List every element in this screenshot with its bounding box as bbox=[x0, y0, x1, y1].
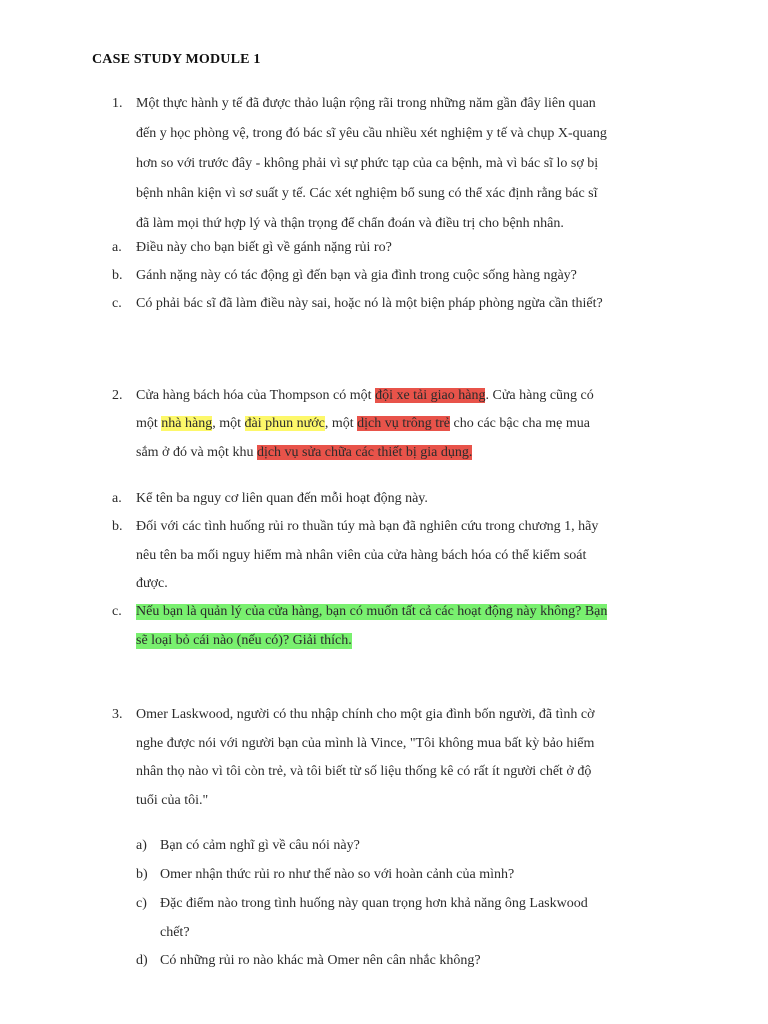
paragraph-line: sắm ở đó và một khu dịch vụ sửa chữa các thiết bị gia dụng. bbox=[136, 445, 473, 460]
sub-question: Điều này cho bạn biết gì về gánh nặng rủi ro? bbox=[136, 240, 392, 255]
paragraph-line: đến y học phòng vệ, trong đó bác sĩ yêu cầu nhiều xét nghiệm y tế và chụp X-quang bbox=[136, 126, 607, 141]
sub-question: Có phải bác sĩ đã làm điều này sai, hoặc nó là một biện pháp phòng ngừa cần thiết? bbox=[136, 296, 603, 311]
sub-letter: c. bbox=[112, 604, 122, 619]
sub-letter: b) bbox=[136, 867, 148, 882]
sub-question: Có những rủi ro nào khác mà Omer nên cân nhắc không? bbox=[160, 953, 481, 968]
question-number: 3. bbox=[112, 707, 123, 722]
paragraph-line: tuổi của tôi." bbox=[136, 793, 209, 808]
sub-letter: c. bbox=[112, 296, 122, 311]
paragraph-line: một nhà hàng, một đài phun nước, một dịch vụ trông trẻ cho các bậc cha mẹ mua bbox=[136, 416, 590, 431]
paragraph-line: nhân thọ nào vì tôi còn trẻ, và tôi biết từ số liệu thống kê có rất ít người chết ở độ bbox=[136, 764, 592, 779]
highlight-childcare: dịch vụ trông trẻ bbox=[357, 416, 451, 431]
sub-question: chết? bbox=[160, 925, 190, 940]
sub-question: Gánh nặng này có tác động gì đến bạn và gia đình trong cuộc sống hàng ngày? bbox=[136, 268, 577, 283]
sub-letter: b. bbox=[112, 268, 123, 283]
question-number: 2. bbox=[112, 388, 123, 403]
document-title: CASE STUDY MODULE 1 bbox=[92, 52, 261, 67]
sub-question: nêu tên ba mối nguy hiểm mà nhân viên của cửa hàng bách hóa có thể kiểm soát bbox=[136, 548, 587, 563]
sub-question: Kể tên ba nguy cơ liên quan đến mỗi hoạt động này. bbox=[136, 491, 428, 506]
paragraph-line: nghe được nói với người bạn của mình là Vince, "Tôi không mua bất kỳ bảo hiểm bbox=[136, 736, 595, 751]
sub-letter: c) bbox=[136, 896, 147, 911]
paragraph-line: Một thực hành y tế đã được thảo luận rộng rãi trong những năm gần đây liên quan bbox=[136, 96, 596, 111]
paragraph-line: Omer Laskwood, người có thu nhập chính cho một gia đình bốn người, đã tình cờ bbox=[136, 707, 595, 722]
sub-question: được. bbox=[136, 576, 168, 591]
highlight-restaurant: nhà hàng bbox=[161, 416, 213, 431]
highlight-fountain: đài phun nước bbox=[244, 416, 325, 431]
highlight-delivery-trucks: đội xe tải giao hàng bbox=[375, 388, 486, 403]
sub-letter: b. bbox=[112, 519, 123, 534]
paragraph-line: đã làm mọi thứ hợp lý và thận trọng để chẩn đoán và điều trị cho bệnh nhân. bbox=[136, 216, 564, 231]
paragraph-line: Cửa hàng bách hóa của Thompson có một đội xe tải giao hàng. Cửa hàng cũng có bbox=[136, 388, 594, 403]
sub-question: Omer nhận thức rủi ro như thế nào so với hoàn cảnh của mình? bbox=[160, 867, 515, 882]
highlight-appliance-repair: dịch vụ sửa chữa các thiết bị gia dụng. bbox=[256, 445, 473, 460]
paragraph-line: bệnh nhân kiện vì sơ suất y tế. Các xét nghiệm bổ sung có thể xác định rằng bác sĩ bbox=[136, 186, 598, 201]
sub-letter: d) bbox=[136, 953, 148, 968]
sub-question-highlighted: Nếu bạn là quản lý của cửa hàng, bạn có muốn tất cả các hoạt động này không? Bạn bbox=[136, 604, 608, 619]
sub-letter: a. bbox=[112, 240, 122, 255]
question-number: 1. bbox=[112, 96, 123, 111]
sub-question: Đối với các tình huống rủi ro thuần túy mà bạn đã nghiên cứu trong chương 1, hãy bbox=[136, 519, 599, 534]
sub-question: Đặc điểm nào trong tình huống này quan trọng hơn khả năng ông Laskwood bbox=[160, 896, 588, 911]
sub-question: Bạn có cảm nghĩ gì về câu nói này? bbox=[160, 838, 360, 853]
sub-question-highlighted: sẽ loại bỏ cái nào (nếu có)? Giải thích. bbox=[136, 633, 352, 648]
sub-letter: a) bbox=[136, 838, 147, 853]
paragraph-line: hơn so với trước đây - không phải vì sự phức tạp của ca bệnh, mà vì bác sĩ lo sợ bị bbox=[136, 156, 599, 171]
sub-letter: a. bbox=[112, 491, 122, 506]
